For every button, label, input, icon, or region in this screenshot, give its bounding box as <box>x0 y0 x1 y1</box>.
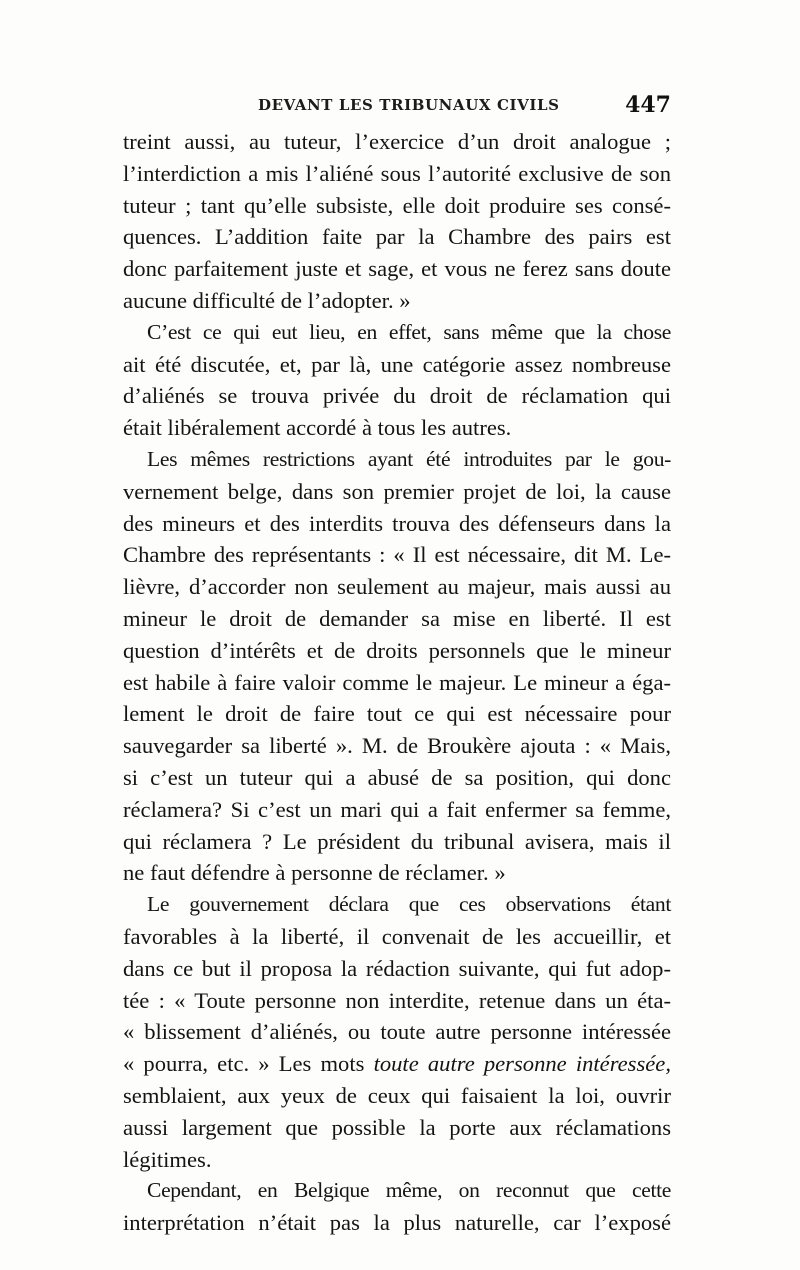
text-line: interprétation n’était pas la plus naturelle, car l’exposé <box>123 1210 671 1236</box>
text-line: qui réclamera ? Le président du tribunal avisera, mais il <box>123 828 671 854</box>
text-line-mixed <box>123 1048 671 1080</box>
paragraph <box>123 317 671 444</box>
text-line: Chambre des représentants : « Il est nécessaire, dit M. Le- <box>123 542 671 568</box>
running-head: DEVANT LES TRIBUNAUX CIVILS <box>258 96 560 114</box>
text-line: tée : « Toute personne non interdite, retenue dans un éta- <box>123 987 671 1013</box>
text-line: réclamera? Si c’est un mari qui a fait enfermer sa femme, <box>123 796 671 822</box>
text-line: aussi largement que possible la porte aux réclamations <box>123 1114 671 1140</box>
paragraph <box>123 444 671 889</box>
page-header <box>123 92 671 122</box>
text-line: aucune difficulté de l’adopter. » <box>123 287 411 313</box>
text-line: question d’intérêts et de droits personnels que le mineur <box>123 637 671 663</box>
page-number: 447 <box>625 92 671 118</box>
text-line: vernement belge, dans son premier projet de loi, la cause <box>123 478 671 504</box>
text-segment: « pourra, etc. » Les mots <box>123 1051 374 1077</box>
paragraph <box>123 889 671 1175</box>
text-line: l’interdiction a mis l’aliéné sous l’autorité exclusive de son <box>123 160 671 186</box>
italic-phrase: toute autre personne intéressée, <box>373 1051 671 1077</box>
text-line: Le gouvernement déclara que ces observations étant <box>147 892 671 917</box>
text-line: « blissement d’aliénés, ou toute autre personne intéressée <box>123 1019 671 1045</box>
text-line: Les mêmes restrictions ayant été introduites par le gou- <box>147 446 671 471</box>
text-line: treint aussi, au tuteur, l’exercice d’un droit analogue ; <box>123 129 671 154</box>
paragraph <box>123 126 671 317</box>
paragraph <box>123 1175 671 1239</box>
text-line: tuteur ; tant qu’elle subsiste, elle doit produire ses consé- <box>123 192 671 218</box>
text-line: favorables à la liberté, il convenait de les accueillir, et <box>123 923 671 949</box>
text-line: semblaient, aux yeux de ceux qui faisaient la loi, ouvrir <box>123 1082 671 1108</box>
text-line: légitimes. <box>123 1146 212 1172</box>
text-line: ait été discutée, et, par là, une catégorie assez nombreuse <box>123 351 671 377</box>
text-line: est habile à faire valoir comme le majeur. Le mineur a éga- <box>123 669 671 695</box>
body-text <box>123 126 671 1239</box>
text-line: lement le droit de faire tout ce qui est nécessaire pour <box>123 701 671 727</box>
text-line: quences. L’addition faite par la Chambre des pairs est <box>123 224 671 250</box>
text-line: si c’est un tuteur qui a abusé de sa position, qui donc <box>123 764 671 790</box>
text-line: d’aliénés se trouva privée du droit de réclamation qui <box>123 383 671 409</box>
text-line: donc parfaitement juste et sage, et vous ne ferez sans doute <box>123 256 671 282</box>
text-line: Cependant, en Belgique même, on reconnut que cette <box>147 1178 671 1203</box>
text-line: sauvegarder sa liberté ». M. de Broukère ajouta : « Mais, <box>123 733 671 759</box>
text-line: dans ce but il proposa la rédaction suivante, qui fut adop- <box>123 955 671 981</box>
text-line: C’est ce qui eut lieu, en effet, sans même que la chose <box>147 319 671 344</box>
text-line: mineur le droit de demander sa mise en liberté. Il est <box>123 605 671 631</box>
text-line: ne faut défendre à personne de réclamer. » <box>123 860 506 886</box>
text-line: des mineurs et des interdits trouva des défenseurs dans la <box>123 510 671 536</box>
text-line: était libéralement accordé à tous les autres. <box>123 415 512 441</box>
text-line: lièvre, d’accorder non seulement au majeur, mais aussi au <box>123 574 671 600</box>
